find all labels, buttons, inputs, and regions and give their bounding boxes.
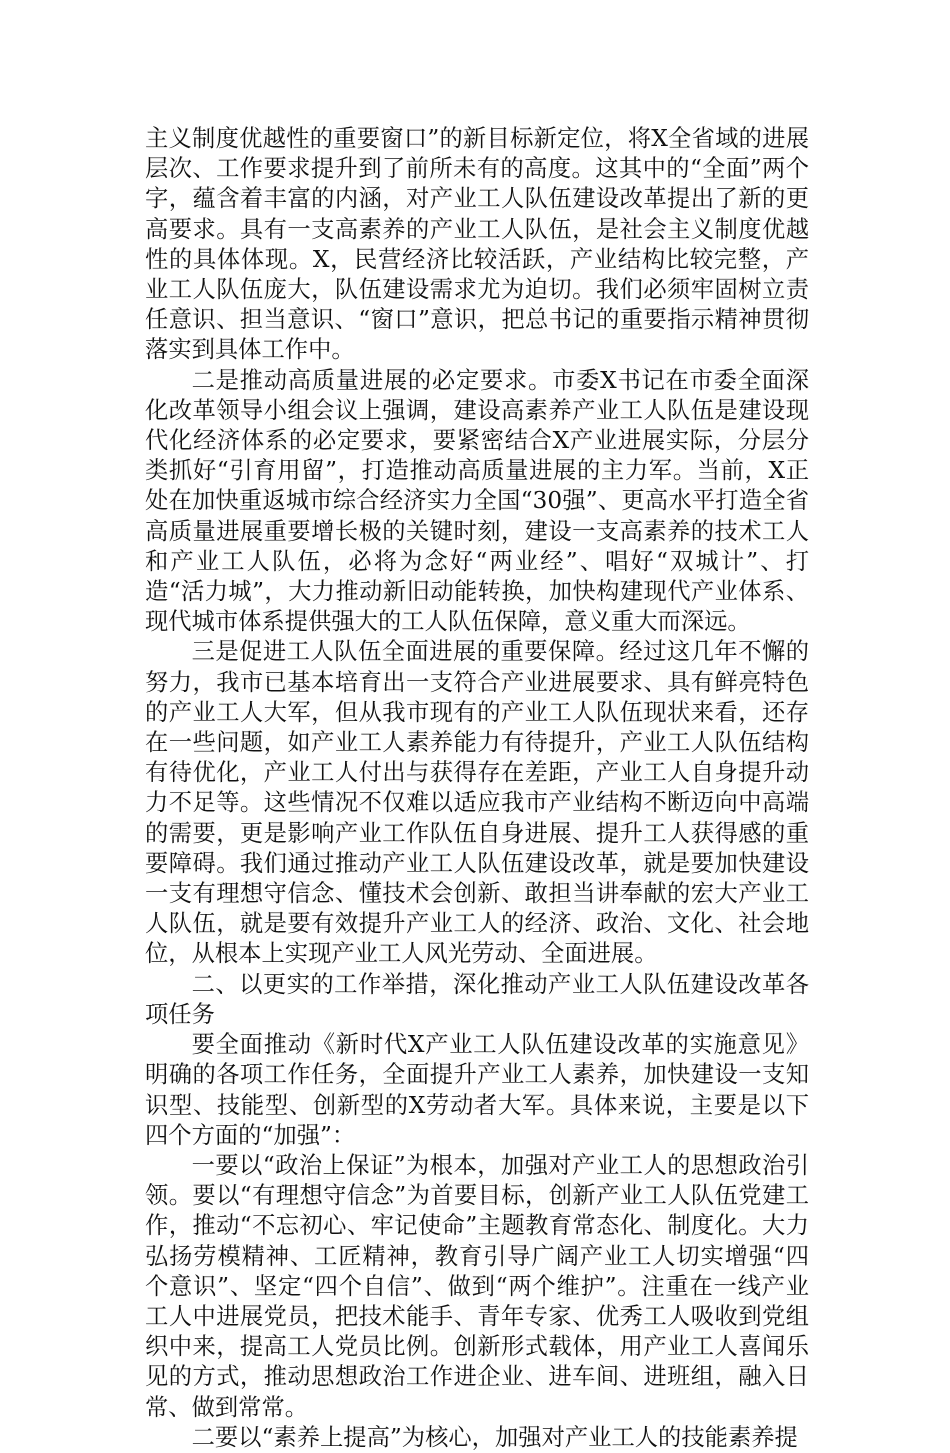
paragraph-2: 二是推动高质量进展的必定要求。市委X书记在市委全面深化改革领导小组会议上强调，建设高素养产业工人队伍是建设现代化经济体系的必定要求，要紧密结合X产业进展实际，分层分类抓好“引育用留”，打造推动高质量进展的主力军。当前，X正处在加快重返城市综合经济实力全国“30强”、更高水平打造全省高质量进展重要增长极的关键时刻，建设一支高素养的技术工人和产业工人队伍，必将为念好“两业经”、唱好“双城计”、打造“活力城”，大力推动新旧动能转换，加快构建现代产业体系、现代城市体系提供强大的工人队伍保障，意义重大而深远。 <box>145 366 809 636</box>
document-page <box>145 124 809 1453</box>
paragraph-1: 主义制度优越性的重要窗口”的新目标新定位，将X全省域的进展层次、工作要求提升到了前所未有的高度。这其中的“全面”两个字，蕴含着丰富的内涵，对产业工人队伍建设改革提出了新的更高要求。具有一支高素养的产业工人队伍，是社会主义制度优越性的具体体现。X，民营经济比较活跃，产业结构比较完整，产业工人队伍庞大，队伍建设需求尤为迫切。我们必须牢固树立责任意识、担当意识、“窗口”意识，把总书记的重要指示精神贯彻落实到具体工作中。 <box>145 125 809 364</box>
section-heading: 二、以更实的工作举措，深化推动产业工人队伍建设改革各项任务 <box>145 970 809 1028</box>
paragraph-3: 三是促进工人队伍全面进展的重要保障。经过这几年不懈的努力，我市已基本培育出一支符合产业进展要求、具有鲜亮特色的产业工人大军，但从我市现有的产业工人队伍现状来看，还存在一些问题，如产业工人素养能力有待提升，产业工人队伍结构有待优化，产业工人付出与获得存在差距，产业工人自身提升动力不足等。这些情况不仅难以适应我市产业结构不断迈向中高端的需要，更是影响产业工作队伍自身进展、提升工人获得感的重要障碍。我们通过推动产业工人队伍建设改革，就是要加快建设一支有理想守信念、懂技术会创新、敢担当讲奉献的宏大产业工人队伍，就是要有效提升产业工人的经济、政治、文化、社会地位，从根本上实现产业工人风光劳动、全面进展。 <box>145 638 809 968</box>
paragraph-4: 要全面推动《新时代X产业工人队伍建设改革的实施意见》明确的各项工作任务，全面提升产业工人素养，加快建设一支知识型、技能型、创新型的X劳动者大军。具体来说，主要是以下四个方面的“加强”： <box>145 1031 809 1149</box>
paragraph-5: 一要以“政治上保证”为根本，加强对产业工人的思想政治引领。要以“有理想守信念”为首要目标，创新产业工人队伍党建工作，推动“不忘初心、牢记使命”主题教育常态化、制度化。大力弘扬劳模精神、工匠精神，教育引导广阔产业工人切实增强“四个意识”、坚定“四个自信”、做到“两个维护”。注重在一线产业工人中进展党员，把技术能手、青年专家、优秀工人吸收到党组织中来，提高工人党员比例。创新形式载体，用产业工人喜闻乐见的方式，推动思想政治工作进企业、进车间、进班组，融入日常、做到常常。 <box>145 1151 809 1421</box>
paragraph-6: 二要以“素养上提高”为核心，加强对产业工人的技能素养提 <box>191 1423 798 1451</box>
